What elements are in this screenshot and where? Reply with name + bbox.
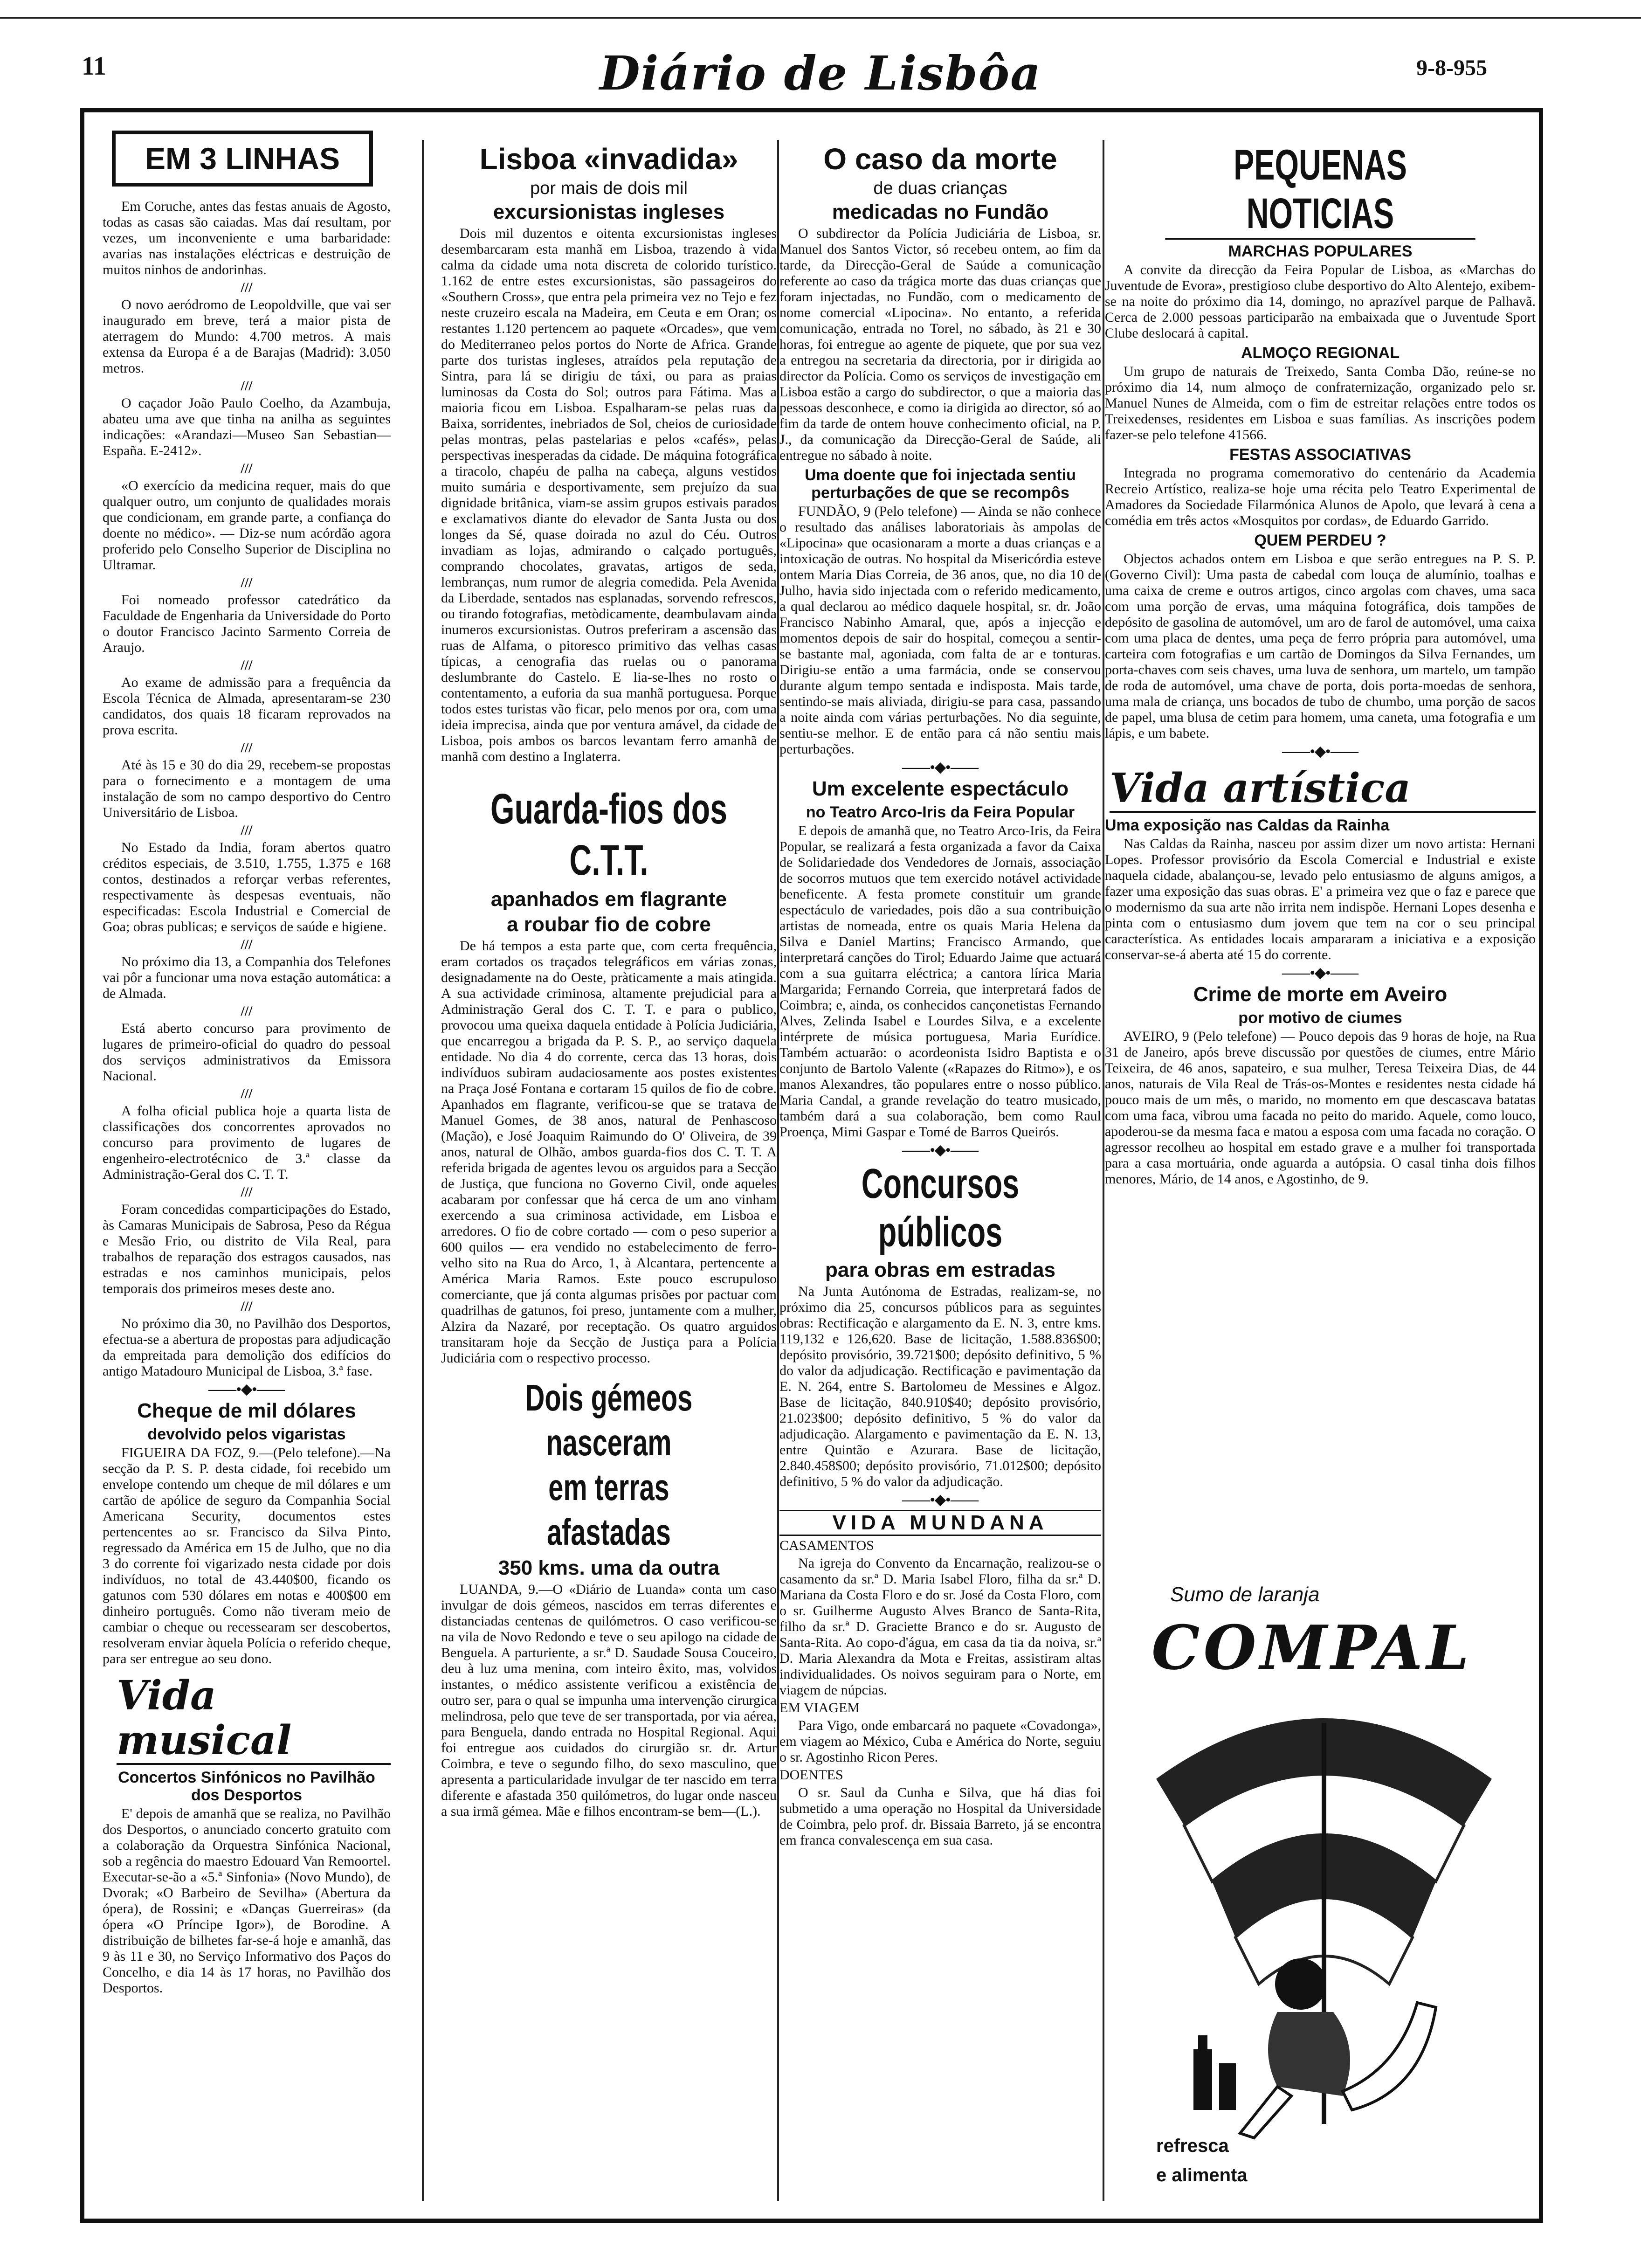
brief-item: Até às 15 e 30 do dia 29, recebem-se propostas para o fornecimento e a montagem de uma instalação de som no campo desportivo do Centro Universitário de Lisboa. bbox=[103, 757, 391, 820]
column-3 bbox=[779, 117, 1101, 2215]
lisboa-body: Dois mil duzentos e oitenta excursionistas ingleses desembarcaram esta manhã em Lisboa, trazendo à vida calma da cidade uma nota discreta de colorido turístico. 1.162 de entre estes excursionistas, são passageiros do «Southern Cross», que entra pela primeira vez no Tejo e fez neste cruzeiro escala na Madeira, em Ceuta e em Oran; os restantes 1.120 pertencem ao paquete «Orcades», que vem do Mediterraneo pelos portos do Norte de Africa. Grande parte dos turistas ingleses, atraídos pela reputação de Sintra, para lá se dirigiu de táxi, ou para as praias luminosas da Costa do Sol; outros para Fátima. Mas a maioria ficou em Lisboa. Espalharam-se pelas ruas da Baixa, sorridentes, inebriados de Sol, cheios de curiosidade pelas montras, pelas pastelarias e pelos «cafés», pelas perspectivas inesperadas da cidade. De máquina fotográfica a tiracolo, chapéu de palha na cabeça, alguns vestidos muito sumária e desportivamente, sem prejuízo da sua dignidade britânica, viam-se assim grupos estivais parados e exclamativos diante do elevador de Santa Justa ou dos longes da Sé, quase doirada no azul do Céu. Outros invadiam as lojas, admirando o calçado português, comprando chocolates, gravatas, artigos de seda, lembranças, num rumor de alegria comedida. Pela Avenida da Liberdade, sentados nas esplanadas, sorvendo refrescos, ou tirando fotografias, metòdicamente, deambulavam ainda inumeros excursionistas. Outros preferiram a ascensão das ruas de Alfama, o pitoresco primitivo das velhas casas típicas, a cenografia das ruelas ou o panorama deslumbrante do Castelo. E lia-se-lhes no rosto o contentamento, a euforia da sua manhã portuguesa. Porque todos estes turistas vão ficar, pelo menos por ora, com uma ideia imprecisa, ainda que por ventura amável, da cidade de Lisboa, pois ambos os barcos levantam ferro amanhã de manhã com destino a Inglaterra. bbox=[441, 226, 777, 764]
bottles-icon bbox=[1193, 2035, 1236, 2110]
ornament-rule: ——•◆•—— bbox=[902, 1142, 979, 1158]
section-heading: ALMOÇO REGIONAL bbox=[1241, 344, 1400, 362]
vida-musical-body: E' depois de amanhã que se realiza, no Pavilhão dos Desportos, o anunciado concerto gratuito com a colaboração da Orquestra Sinfónica Nacional, sob a regência do maestro Edouard Van Remoortel. Executar-se-ão a «5.ª Sinfonia» (Novo Mundo), de Dvorak; «O Barbeiro de Sevilha» (Abertura da ópera), de Rossini; e «Danças Guerreiras» (da ópera «O Príncipe Igor»), de Borodine. A distribuição de bilhetes far-se-á hoje e amanhã, das 9 às 11 e 30, no Serviço Informativo dos Paços do Concelho, e dia 14 às 17 horas, no Pavilhão dos Desportos. bbox=[103, 1806, 391, 1996]
gemeos-subheadline-2: 350 kms. uma da outra bbox=[498, 1556, 720, 1579]
brief-separator: /// bbox=[241, 280, 253, 295]
vida-musical-subheadline: Concertos Sinfónicos no Pavilhão dos Desportos bbox=[118, 1769, 375, 1804]
section-body: Objectos achados ontem em Lisboa e que serão entregues na P. S. P. (Governo Civil): Uma pasta de cabedal com louça de alumínio, toalhas e uma caixa de creme e outros artigos, cinco argolas com chaves, uma saca com uma porção de ervas, uma máquina fotográfica, dois tampões de depósito de gasolina de automóvel, um aro de farol de automóvel, uma caixa com uma placa de dentes, uma peça de ferro própria para automóvel, uma carteira com fotografias e um cartão de Domingos da Silva Fernandes, um porta-chaves com seis chaves, uma luva de senhora, um martelo, um tampão de roda de automóvel, uma chave de porta, dois porta-moedas de senhora, uma mala de criança, uns bocados de tubo de chumbo, uma porção de sacos de papel, uma blusa de cetim para homem, uma caneta, uma fotografia e um lápis, e um babete. bbox=[1105, 551, 1536, 741]
brief-separator: /// bbox=[241, 1086, 253, 1101]
pequenas-noticias-headline: PEQUENAS NOTICIAS bbox=[1165, 141, 1475, 240]
ornament-rule: ——•◆•—— bbox=[1282, 744, 1359, 759]
caso-morte-subheadline: de duas crianças bbox=[873, 179, 1007, 198]
column-1 bbox=[103, 117, 391, 2215]
concursos-headline: Concursos públicos bbox=[861, 1161, 1020, 1256]
brief-list bbox=[103, 199, 391, 1379]
brief-separator: /// bbox=[241, 1003, 253, 1019]
vida-artistica-body: Nas Caldas da Rainha, nasceu por assim dizer um novo artista: Hernani Lopes. Professor provisório da Escola Comercial e Industrial e existe naquela cidade, abalançou-se, levado pelo entusiasmo de alguns amigos, a fazer uma exposição das suas obras. E' a primeira vez que o faz e parece que o modernismo da sua arte não irrita nem indispõe. Hernani Lopes desenha e pinta com o entusiasmo dum jovem que tem na cor o seu principal característica. As entidades locais ampararam a iniciativa e a exposição conservar-se-á aberta até 15 do corrente. bbox=[1105, 836, 1536, 962]
brief-item: Ao exame de admissão para a frequência da Escola Técnica de Almada, apresentaram-se 230 candidatos, dos quais 18 ficaram reprovados na prova escrita. bbox=[103, 675, 391, 738]
espectaculo-subheadline: no Teatro Arco-Iris da Feira Popular bbox=[806, 803, 1075, 821]
espectaculo-headline: Um excelente espectáculo bbox=[812, 777, 1069, 800]
woman-figure-icon bbox=[1240, 1958, 1436, 2138]
caso-morte-subheadline-2: medicadas no Fundão bbox=[832, 201, 1049, 223]
mundana-section-label: CASAMENTOS bbox=[779, 1538, 874, 1553]
column-2 bbox=[441, 117, 777, 2215]
brief-item: No próximo dia 30, no Pavilhão dos Desportos, efectua-se a abertura de propostas para adjudicação da empreitada para demolição dos edifícios do antigo Matadouro Municipal de Lisboa, 3.ª fase. bbox=[103, 1316, 391, 1379]
lisboa-subheadline: por mais de dois mil bbox=[530, 179, 688, 198]
vida-musical-headline: Vida musical bbox=[117, 1673, 391, 1765]
brief-item: Foram concedidas comparticipações do Estado, às Camaras Municipais de Sabrosa, Peso da Régua e Mesão Frio, ou distrito de Vila Real, para trabalhos de reparação dos estragos causados, nas estradas e nos caminhos municipais, pelos temporais dos primeiros meses deste ano. bbox=[103, 1202, 391, 1296]
cheque-subheadline: devolvido pelos vigaristas bbox=[147, 1425, 346, 1443]
em-3-linhas-box: EM 3 LINHAS bbox=[112, 131, 373, 187]
vida-artistica-headline: Vida artística bbox=[1110, 766, 1536, 813]
mundana-section-label: DOENTES bbox=[779, 1767, 843, 1783]
crime-body: AVEIRO, 9 (Pelo telefone) — Pouco depois das 9 horas de hoje, na Rua 31 de Janeiro, após breve discussão por questões de ciumes, entre Mário Teixeira, de 46 anos, sapateiro, e sua mulher, Teresa Teixeira Dias, de 44 anos, naturais de Vila Real de Trás-os-Montes e residentes nesta cidade há pouco mais de um mês, o marido, no momento em que descascava batatas com uma faca, vibrou uma facada no peito do marido. Aquele, como louco, apoderou-se da mesma faca e matou a esposa com uma facada no coração. O agressor recolheu ao hospital em estado grave e a mulher foi transportada para a casa mortuária, onde aguarda a autópsia. O casal tinha dois filhos menores, Mário, de 14 anos, e Agostinho, de 9. bbox=[1105, 1029, 1536, 1187]
crime-headline: Crime de morte em Aveiro bbox=[1193, 983, 1448, 1006]
gemeos-subheadline: em terras afastadas bbox=[547, 1466, 671, 1553]
ctt-subheadline: apanhados em flagrante bbox=[490, 888, 727, 911]
ornament-rule: ——•◆•—— bbox=[902, 1492, 979, 1507]
crime-subheadline: por motivo de ciumes bbox=[1238, 1009, 1402, 1027]
brief-item: O novo aeródromo de Leopoldville, que vai ser inaugurado em breve, terá a maior pista de aterragem do Mundo: 4.700 metros. A mais extensa da Europa é a de Barajas (Madrid): 3.050 metros. bbox=[103, 297, 391, 376]
issue-date: 9-8-955 bbox=[1416, 55, 1487, 80]
ad-brand-logo: COMPAL bbox=[1151, 1612, 1473, 1683]
brief-separator: /// bbox=[241, 937, 253, 952]
column-rule bbox=[422, 140, 424, 2201]
section-body: A convite da direcção da Feira Popular de Lisboa, as «Marchas do Juventude de Evora», prestigioso clube desportivo do Alto Alentejo, exibem-se na noite do próximo dia 14, domingo, no aprazível parque de Palhavã. Cerca de 2.000 pessoas participarão na embaixada que o Juventude Sport Clube deslocará à capital. bbox=[1105, 262, 1536, 341]
column-rule bbox=[1103, 140, 1104, 2201]
brief-item: A folha oficial publica hoje a quarta lista de classificações dos concorrentes aprovados no concurso para provimento de lugares de engenheiro-electrotécnico de 3.ª classe da Administração-Geral dos C. T. T. bbox=[103, 1103, 391, 1182]
mundana-body: O sr. Saul da Cunha e Silva, que há dias foi submetido a uma operação no Hospital da Universidade de Coimbra, pelo prof. dr. Bissaia Barreto, já se encontra em franca convalescença em sua casa. bbox=[779, 1785, 1101, 1848]
brief-item: No próximo dia 13, a Companhia dos Telefones vai pôr a funcionar uma nova estação automática: a de Almada. bbox=[103, 954, 391, 1001]
brief-separator: /// bbox=[241, 1299, 253, 1314]
brief-separator: /// bbox=[241, 461, 253, 476]
lisboa-headline: Lisboa «invadida» bbox=[479, 142, 738, 176]
ctt-body: De há tempos a esta parte que, com certa frequência, eram cortados os traçados telegráficos em várias zonas, designadamente na do Oeste, pràticamente a mais atingida. A sua actividade criminosa, altamente prejudicial para a Administração Geral dos C. T. T. e para o publico, provocou uma queixa daquela entidade à Polícia Judiciária, que encarregou a brigada da P. S. P., ao serviço daquela entidade. No dia 4 do corrente, cerca das 13 horas, dois indivíduos subiram audaciosamente aos postes existentes na Praça José Fontana e cortaram 15 quilos de fio de cobre. Apanhados em flagrante, verificou-se que se tratava de Manuel Gomes, de 38 anos, natural de Penhascoso (Mação), e José Joaquim Raimundo do O' Oliveira, de 39 anos, natural de Olhão, ambos guarda-fios dos C. T. T. A referida brigada de agentes levou os arguidos para a Secção de Justiça, que funciona no Governo Civil, onde aqueles acabaram por confessar que há cerca de um ano vinham exercendo a sua criminosa actividade, em Lisboa e arredores. O fio de cobre cortado — com o peso superior a 600 quilos — era vendido no estabelecimento de ferro-velho sito na Rua do Arco, 1, à Alcantara, pertencente a América Maria Ramos. Este pouco escrupuloso comerciante, que já conta algumas prisões por pactuar com quadrilhas de gatunos, foi preso, juntamente com a mulher, Alzira da Nazaré, por receptação. Os quatro arguidos transitaram hoje da Secção de Justiça para a Polícia Judiciária com o respectivo processo. bbox=[441, 938, 777, 1366]
ad-slogan-line-2: e alimenta bbox=[1156, 2165, 1248, 2185]
brief-item: O caçador João Paulo Coelho, da Azambuja, abateu uma ave que tinha na anilha as seguintes indicações: «Arandazi—Museo San Sebastian—España. E-2412». bbox=[103, 395, 391, 458]
section-heading: MARCHAS POPULARES bbox=[1228, 242, 1413, 260]
caso-morte-body: O subdirector da Polícia Judiciária de Lisboa, sr. Manuel dos Santos Victor, só recebeu ontem, ao fim da tarde, da Direcção-Geral de Saúde a comunicação referente ao caso da trágica morte das duas crianças que foram injectadas, no Fundão, com o medicamento de nome comercial «Lipocina». No entanto, a referida comunicação, entrada no Torel, no sábado, às 21 e 30 horas, foi entregue ao agente de piquete, que por sua vez a entregou na secretaria da directoria, por ir dirigida ao director da Polícia. Como os serviços de investigação em Lisboa estão a cargo do subdirector, o que a maioria das pessoas desconhece, e como ia dirigida ao director, só ao fim da tarde de ontem houve conhecimento oficial, na P. J., da comunicação da Direcção-Geral de Saúde, ali entregue no sábado à noite. bbox=[779, 226, 1101, 463]
column-rule bbox=[777, 140, 779, 2201]
vida-artistica-subheadline: Uma exposição nas Caldas da Rainha bbox=[1105, 816, 1390, 834]
cheque-body: FIGUEIRA DA FOZ, 9.—(Pelo telefone).—Na secção da P. S. P. desta cidade, foi recebido um envelope contendo um cheque de mil dólares e um cartão de apólice de seguro da Companhia Social Americana Security, documentos estes pertencentes ao sr. Francisco da Silva Pinto, regressado da América em 15 de Julho, que no dia 3 do corrente foi vigarizado nesta cidade por dois indivíduos, no total de 43.440$00, ficando os gatunos com 530 dólares em notas e 400$00 em dinheiro português. Como não tiveram meio de cambiar o cheque ou recessearam ser descobertos, resolveram enviar àquela Polícia o referido cheque, para ser entregue ao seu dono. bbox=[103, 1445, 391, 1666]
caso-morte-headline: O caso da morte bbox=[823, 142, 1057, 176]
brief-separator: /// bbox=[241, 740, 253, 755]
concursos-body: Na Junta Autónoma de Estradas, realizam-se, no próximo dia 25, concursos públicos para as seguintes obras: Rectificação e alargamento da E. N. 3, entre kms. 119,132 e 126,620. Base de licitação, 1.588.836$00; depósito provisório, 39.721$00; depósito definitivo, 5 % do valor da adjudicação. Rectificação e pavimentação da E. N. 264, entre S. Bartolomeu de Messines e Algoz. Base de licitação, 840.910$40; depósito provisório, 21.023$00; depósito definitivo, 5 % do valor da adjudicação. Alargamento e pavimentação da E. N. 13, entre Quintão e Azurara. Base de licitação, 2.840.458$00; depósito provisório, 71.012$00; depósito definitivo, 5 % do valor da adjudicação. bbox=[779, 1284, 1101, 1489]
brief-separator: /// bbox=[241, 1184, 253, 1200]
mundana-body: Para Vigo, onde embarcará no paquete «Covadonga», em viagem ao México, Cuba e América do Norte, seguiu o sr. Agostinho Ricon Peres. bbox=[779, 1718, 1101, 1765]
doente-body: FUNDÃO, 9 (Pelo telefone) — Ainda se não conhece o resultado das análises laboratoriais às ampolas de «Lipocina» que ocasionaram a morte a duas crianças e a intoxicação de outras. No hospital da Misericórdia esteve ontem Maria Dias Correia, de 36 anos, que, no dia 10 de Julho, havia sido injectada com o referido medicamento, a qual declarou ao médico daquele hospital, sr. dr. João Francisco Nabinho Amaral, que, após a injecção e momentos depois de sair do hospital, começou a sentir-se bastante mal, agoniada, com falta de ar e tonturas. Dirigiu-se então a uma farmácia, onde se conservou durante algum tempo sentada e indisposta. Mais tarde, sentindo-se mais aliviada, dirigiu-se para casa, passando a noite ainda com várias perturbações. No dia seguinte, sentiu-se melhor. E de então para cá não sentiu mais perturbações. bbox=[779, 504, 1101, 757]
mundana-body: Na igreja do Convento da Encarnação, realizou-se o casamento da sr.ª D. Maria Isabel Floro, filha da sr.ª D. Mariana da Costa Floro e do sr. José da Costa Floro, com o sr. Guilherme Augusto Alves Branco de Santa-Rita, filho da sr.ª D. Graciette Branco e do sr. Augusto de Santa-Rita. Ao copo-d'água, em casa da tia da noiva, sr.ª D. Maria Alexandra da Mota e Freitas, assistiram altas individualidades. Os noivos seguiram para o Norte, em viagem de núpcias. bbox=[779, 1556, 1101, 1698]
page-number: 11 bbox=[82, 52, 106, 81]
section-body: Integrada no programa comemorativo do centenário da Academia Recreio Artístico, realiza-se hoje uma récita pelo Teatro Experimental de Amadores da Sociedade Filarmónica Alunos de Apolo, que levará à cena a comédia em três actos «Mosquitos por cordas», de Eduardo Garrido. bbox=[1105, 465, 1536, 528]
cheque-headline: Cheque de mil dólares bbox=[137, 1399, 356, 1422]
ad-tagline: Sumo de laranja bbox=[1170, 1583, 1320, 1606]
ornament-rule: ——•◆•—— bbox=[1282, 965, 1359, 981]
ctt-headline: Guarda-fios dos C.T.T. bbox=[490, 785, 727, 884]
concursos-subheadline: para obras em estradas bbox=[825, 1258, 1056, 1281]
section-body: Um grupo de naturais de Treixedo, Santa Comba Dão, reúne-se no próximo dia 14, num almoço de confraternização, organizado pelo sr. Manuel Nunes de Almeida, com o fim de estreitar relações entre todos os Treixedenses, residentes em Lisboa e suas famílias. As inscrições podem fazer-se pelo telefone 41566. bbox=[1105, 364, 1536, 443]
top-border bbox=[0, 0, 1641, 19]
masthead: Diário de Lisbôa bbox=[599, 46, 1042, 101]
brief-separator: /// bbox=[241, 823, 253, 838]
ctt-subheadline-2: a roubar fio de cobre bbox=[507, 913, 711, 936]
section-heading: FESTAS ASSOCIATIVAS bbox=[1229, 446, 1411, 463]
brief-separator: /// bbox=[241, 657, 253, 673]
section-heading: QUEM PERDEU ? bbox=[1254, 532, 1386, 549]
mundana-section-label: EM VIAGEM bbox=[779, 1700, 860, 1715]
ornament-rule: ——•◆•—— bbox=[902, 760, 979, 775]
ad-slogan-line-1: refresca bbox=[1156, 2136, 1229, 2156]
brief-item: Está aberto concurso para provimento de lugares de primeiro-oficial do quadro do pessoal dos serviços administrativos da Emissora Nacional. bbox=[103, 1021, 391, 1084]
compal-advert bbox=[1138, 1583, 1510, 2213]
brief-separator: /// bbox=[241, 575, 253, 590]
doente-headline: Uma doente que foi injectada sentiu perturbações de que se recompôs bbox=[805, 466, 1076, 502]
brief-item: «O exercício da medicina requer, mais do que qualquer outro, um conjunto de qualidades morais que condicionam, em grande parte, a confiança do doente no médico». — Diz-se num acórdão agora proferido pelo Conselho Superior de Disciplina no Ultramar. bbox=[103, 478, 391, 573]
lisboa-subheadline-2: excursionistas ingleses bbox=[493, 201, 725, 223]
brief-item: No Estado da India, foram abertos quatro créditos especiais, de 3.510, 1.755, 1.375 e 168 contos, destinados a reforçar verbas referentes, respectivamente às despesas eventuais, não especificadas: Escola Industrial e Comercial de Goa; obras publicas; e serviços de saúde e higiene. bbox=[103, 840, 391, 934]
brief-item: Em Coruche, antes das festas anuais de Agosto, todas as casas são caiadas. Mas daí resultam, por vezes, um inconveniente e uma barbaridade: avarias nas instalações eléctricas e destruição de muitos ninhos de andorinhas. bbox=[103, 199, 391, 277]
brief-item: Foi nomeado professor catedrático da Faculdade de Engenharia da Universidade do Porto o doutor Francisco Jacinto Sarmento Correia de Araujo. bbox=[103, 592, 391, 655]
espectaculo-body: E depois de amanhã que, no Teatro Arco-Iris, da Feira Popular, se realizará a festa organizada a favor da Caixa de Solidariedade dos Vendedores de Jornais, associação de socorros mutuos que tem exercido notável actividade beneficente. A festa promete constituir um grande espectáculo de variedades, pois dão a sua contribuição artistas de nomeada, entre os quais Maria Helena da Silva e Daniel Martins; Francisco Armando, que interpretará canções do Tirol; Eduardo Jaime que actuará com a sua guitarra eléctrica; a cantora lírica Maria Margarida; Fernando Correia, que interpretará fados de Coimbra; e, ainda, os conhecidos cançonetistas Fernando Alves, Zelinda Isabel e Lourdes Silva, e a excelente intérprete de música portuguesa, Maria Eurídice. Também actuarão: o acordeonista Isidro Baptista e o conjunto de Bartolo Valente («Rapazes do Ritmo»), e os manos Alexandres, tão populares entre o nosso público. Maria Candal, a grande revelação do teatro musicado, também dará a sua colaboração, bem como Raul Proença, Mimi Gaspar e Tomé de Barros Queirós. bbox=[779, 823, 1101, 1140]
gemeos-body: LUANDA, 9.—O «Diário de Luanda» conta um caso invulgar de dois gémeos, nascidos em terras diferentes e distanciadas centenas de quilómetros. O caso verificou-se na vila de Novo Redondo e teve o seu apilogo na cidade de Benguela. A parturiente, a sr.ª D. Saudade Sousa Couceiro, deu à luz uma menina, com inteiro êxito, mas, volvidos instantes, o médico assistente verificou a existência de outro ser, para o qual se impunha uma intervenção cirurgica melindrosa, pelo que teve de ser transportada, por via aérea, para Benguela, dando entrada no Hospital Regional. Aqui foi entregue aos cuidados do cirurgião sr. dr. Artur Coimbra, e teve o segundo filho, do sexo masculino, que apresenta a particularidade invulgar de ter nascido em terra diferente e afastada 350 quilómetros, do lugar onde nasceu a sua irmã gémea. Mãe e filhos encontram-se bem—(L.). bbox=[441, 1582, 777, 1819]
brief-separator: /// bbox=[241, 378, 253, 394]
gemeos-headline: Dois gémeos nasceram bbox=[525, 1377, 693, 1463]
vida-mundana-headline: VIDA MUNDANA bbox=[779, 1510, 1101, 1536]
ornament-rule: ——•◆•—— bbox=[208, 1382, 285, 1397]
